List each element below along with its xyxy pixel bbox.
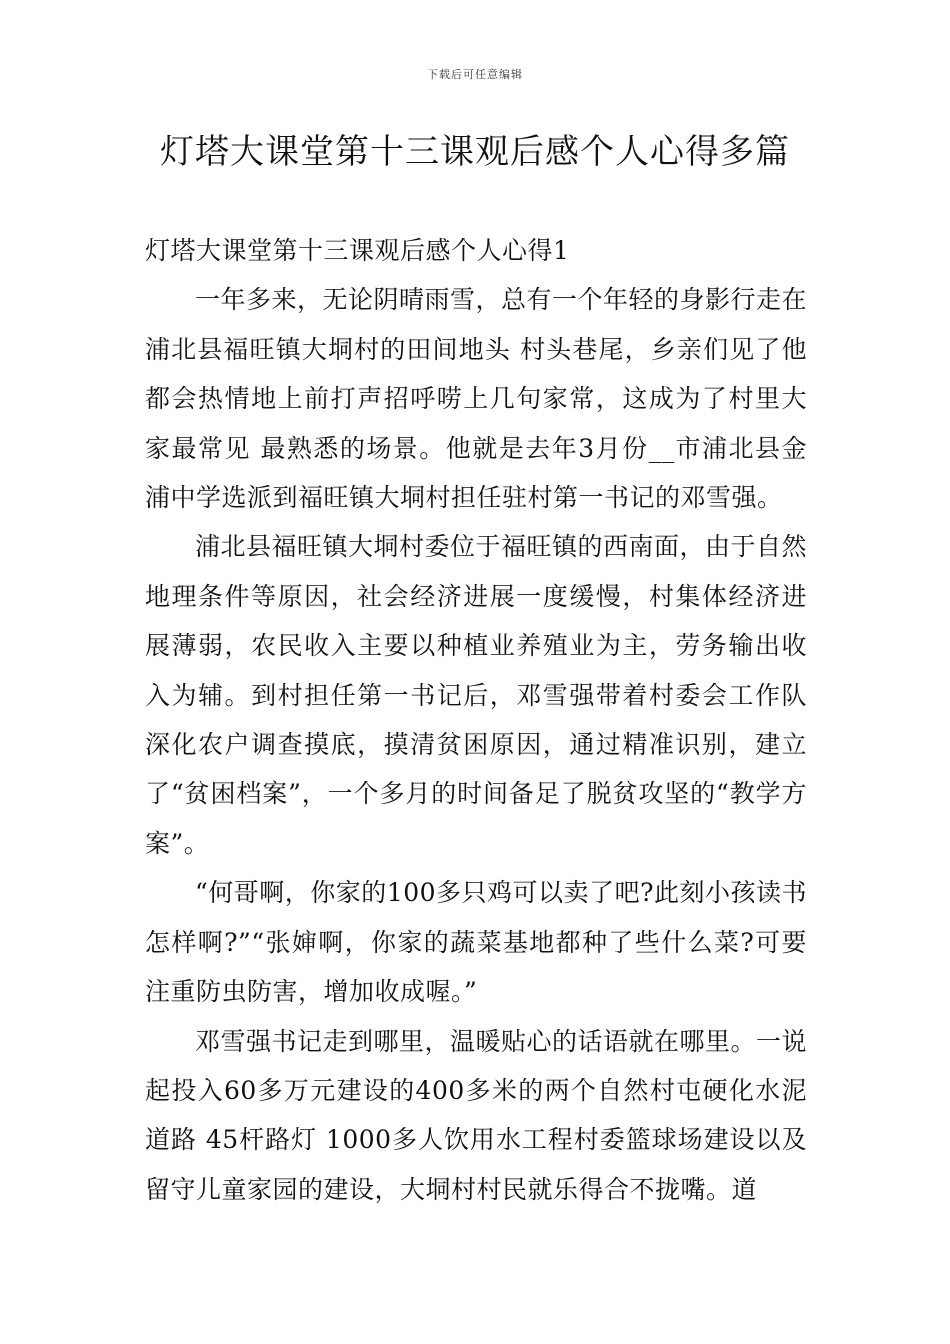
section-heading: 灯塔大课堂第十三课观后感个人心得1 bbox=[145, 236, 570, 265]
document-body bbox=[145, 226, 807, 1214]
paragraph-1: 一年多来，无论阴晴雨雪，总有一个年轻的身影行走在浦北县福旺镇大垌村的田间地头 村头巷尾，乡亲们见了他都会热情地上前打声招呼唠上几句家常，这成为了村里大家最常见 最熟悉的场景。他就是去年3月份__市浦北县金浦中学选派到福旺镇大垌村担任驻村第一书记的邓雪强。 bbox=[145, 285, 808, 513]
paragraph-2: 浦北县福旺镇大垌村委位于福旺镇的西南面，由于自然地理条件等原因，社会经济进展一度缓慢，村集体经济进展薄弱，农民收入主要以种植业养殖业为主，劳务输出收入为辅。到村担任第一书记后，邓雪强带着村委会工作队深化农户调查摸底，摸清贫困原因，通过精准识别，建立了“贫困档案”，一个多月的时间备足了脱贫攻坚的“教学方案”。 bbox=[145, 532, 808, 858]
paragraph-4: 邓雪强书记走到哪里，温暖贴心的话语就在哪里。一说起投入60多万元建设的400多米的两个自然村屯硬化水泥道路 45杆路灯 1000多人饮用水工程村委篮球场建设以及留守儿童家园的建设，大垌村村民就乐得合不拢嘴。道 bbox=[145, 1026, 808, 1204]
document-title: 灯塔大课堂第十三课观后感个人心得多篇 bbox=[160, 132, 790, 172]
paragraph-3: “何哥啊，你家的100多只鸡可以卖了吧?此刻小孩读书怎样啊?”“张婶啊，你家的蔬菜基地都种了些什么菜?可要注重防虫防害，增加收成喔。” bbox=[145, 878, 807, 1007]
header-note: 下载后可任意编辑 bbox=[427, 68, 523, 81]
